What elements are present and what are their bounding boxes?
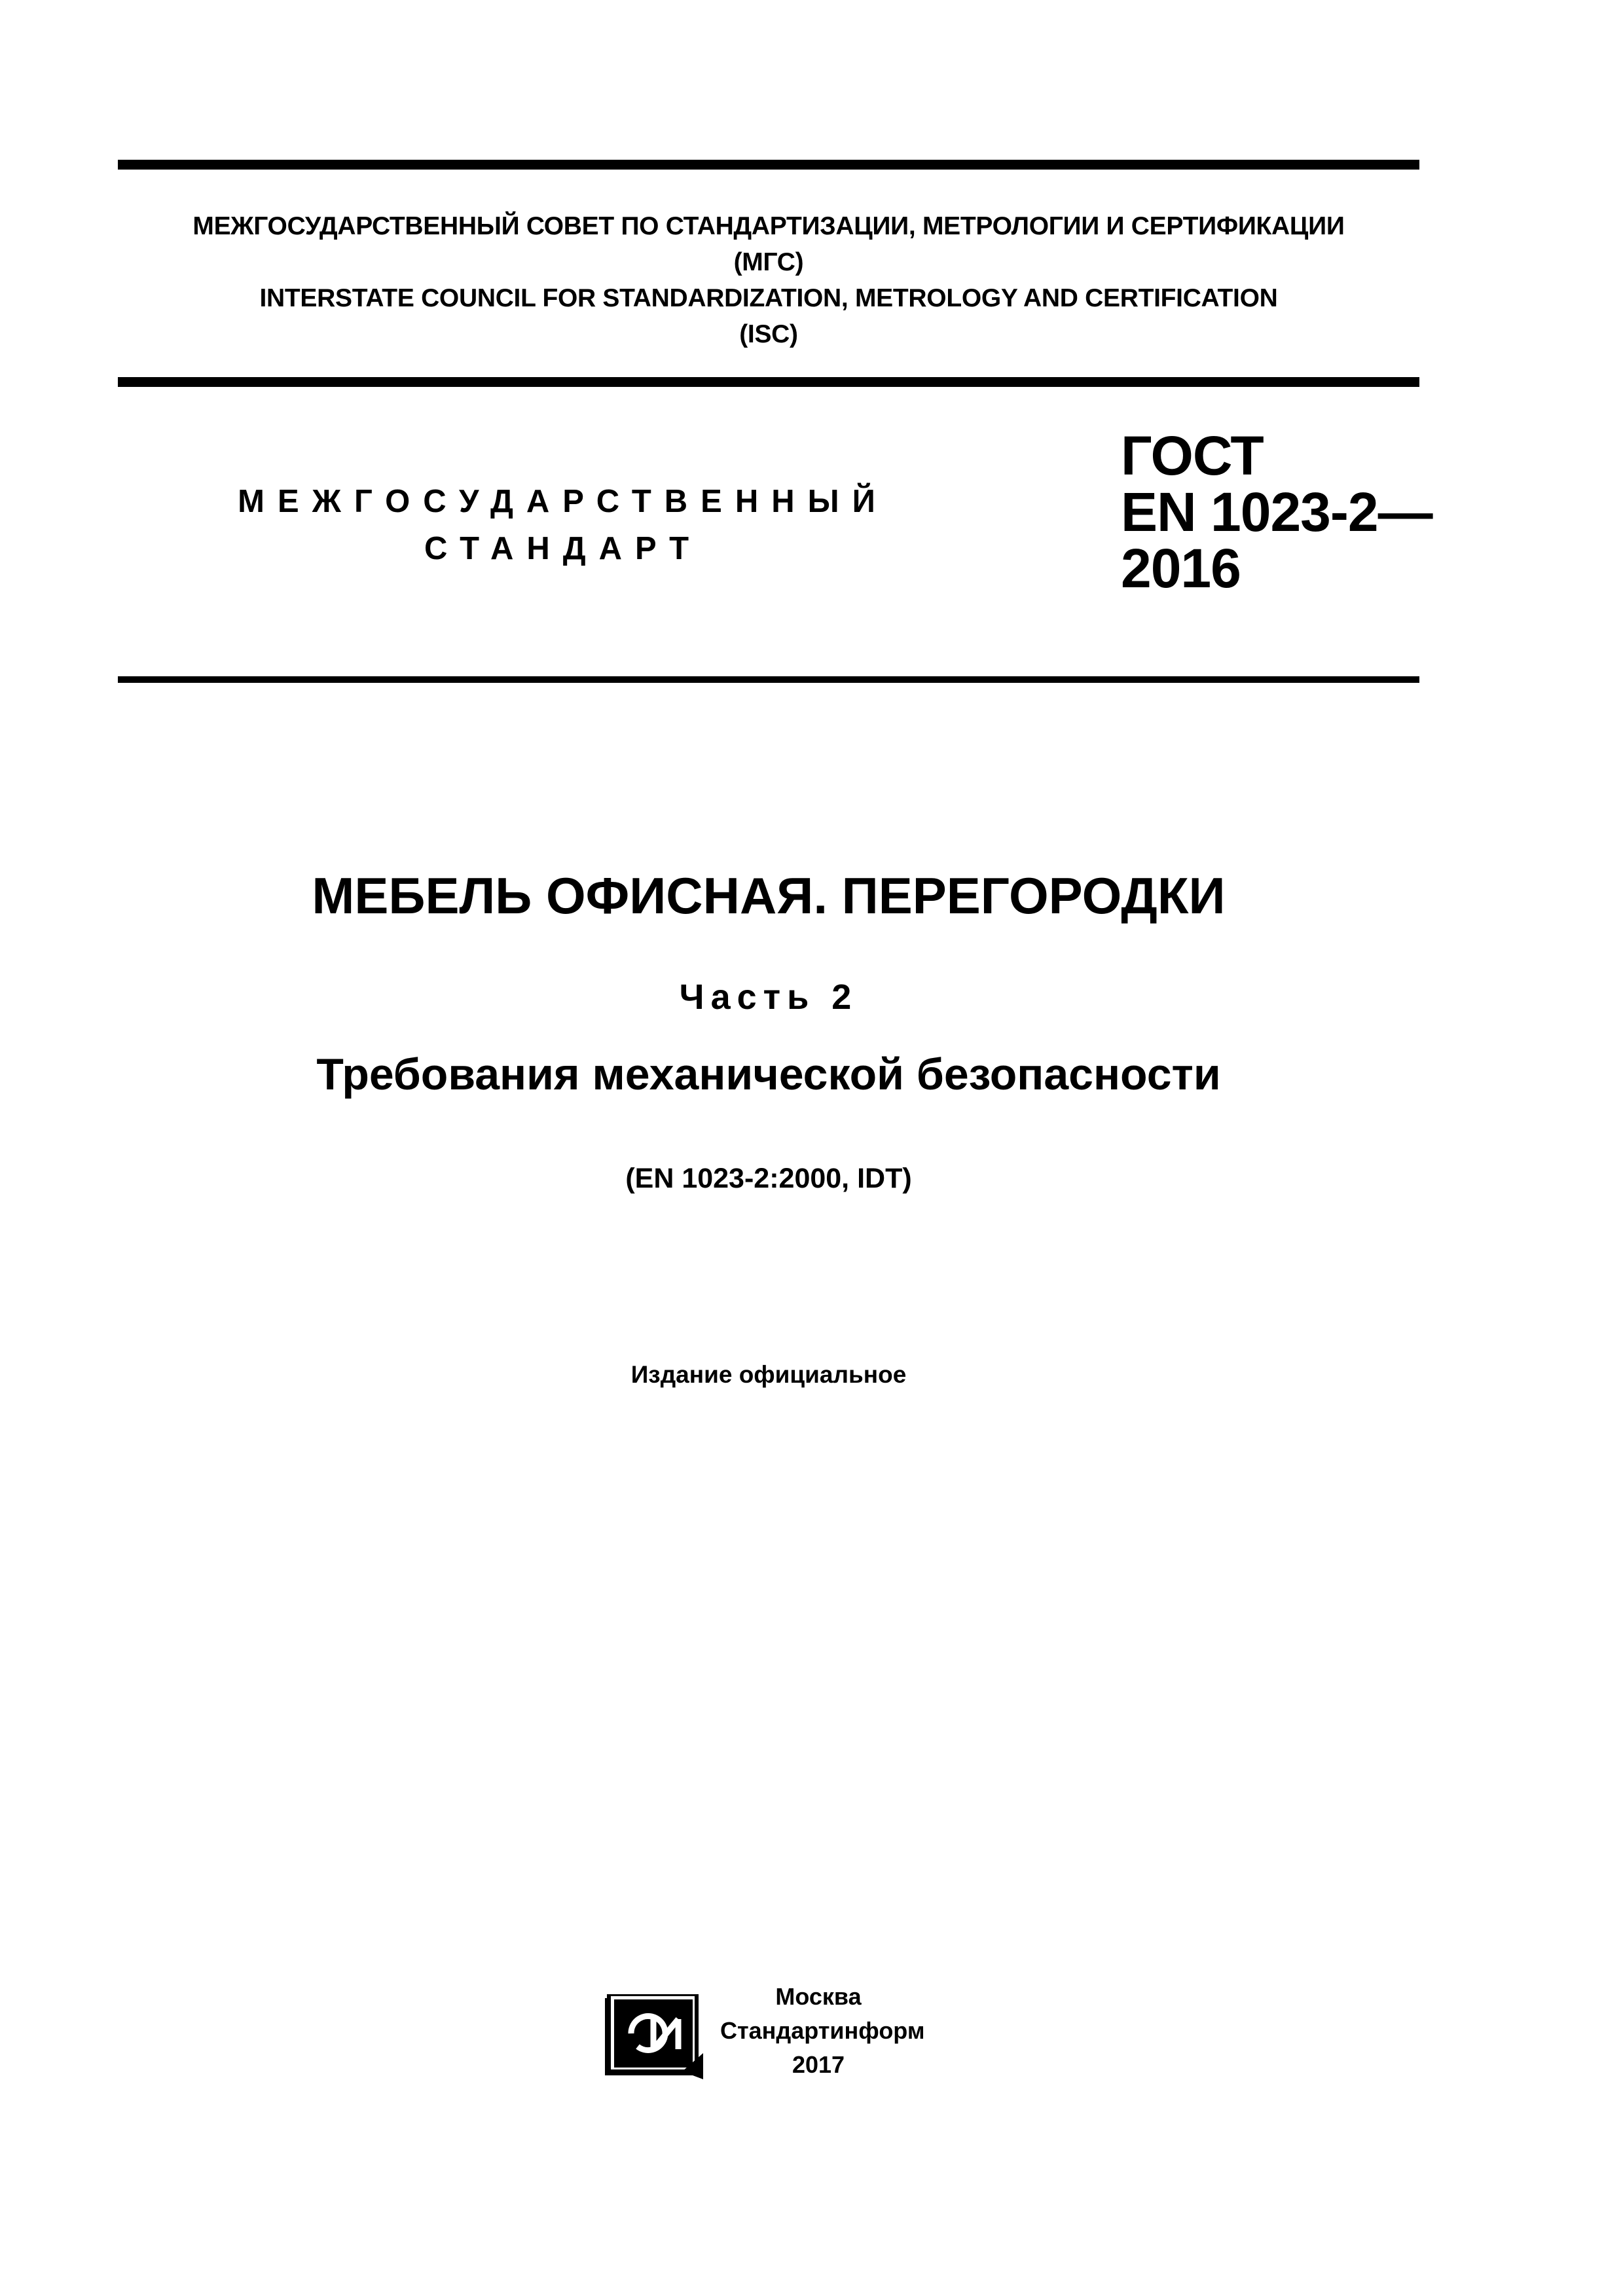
- edition-label: Издание официальное: [630, 1361, 907, 1388]
- bottom-rule: [118, 676, 1419, 683]
- en-reference: (EN 1023-2:2000, IDT): [625, 1163, 912, 1194]
- publisher-block: [720, 1980, 925, 2082]
- council-abbr-ru: (МГС): [733, 248, 804, 276]
- publisher-name: Стандартинформ: [720, 2017, 925, 2044]
- standard-number-prefix: ГОСТ: [1121, 425, 1264, 486]
- publisher-city: Москва: [775, 1983, 862, 2010]
- standard-kind-line1: МЕЖГОСУДАРСТВЕННЫЙ: [238, 484, 888, 519]
- standard-kind-line2: СТАНДАРТ: [424, 531, 702, 566]
- council-abbr-en: (ISC): [739, 320, 798, 348]
- top-rule: [118, 160, 1419, 170]
- part-number: Часть 2: [679, 977, 858, 1017]
- standartinform-logo-icon: [605, 1994, 703, 2079]
- standard-number-code: EN 1023-2—: [1121, 481, 1432, 543]
- council-name-en: INTERSTATE COUNCIL FOR STANDARDIZATION, METROLOGY AND CERTIFICATION: [259, 284, 1278, 312]
- standard-number-year: 2016: [1121, 538, 1241, 599]
- middle-rule: [118, 377, 1419, 387]
- standard-kind: [223, 478, 903, 572]
- publisher-year: 2017: [792, 2051, 845, 2078]
- document-subtitle: Требования механической безопасности: [316, 1049, 1221, 1099]
- standard-number: [1121, 425, 1432, 599]
- council-name-ru: МЕЖГОСУДАРСТВЕННЫЙ СОВЕТ ПО СТАНДАРТИЗАЦИИ, МЕТРОЛОГИИ И СЕРТИФИКАЦИИ: [192, 212, 1345, 240]
- document-title: МЕБЕЛЬ ОФИСНАЯ. ПЕРЕГОРОДКИ: [312, 867, 1226, 924]
- council-header: [118, 208, 1419, 352]
